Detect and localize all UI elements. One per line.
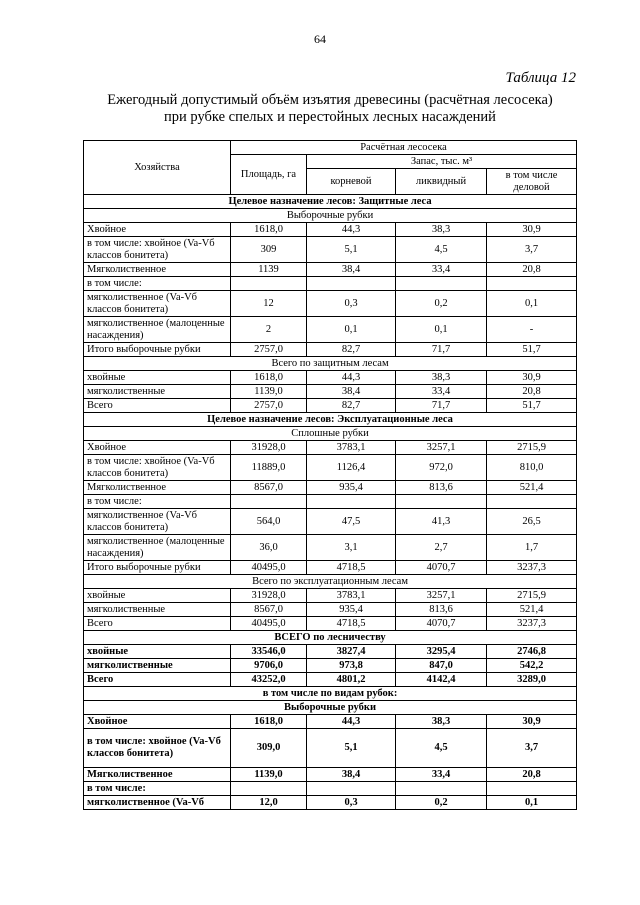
table-row bbox=[84, 441, 577, 455]
table-title-line-1: Ежегодный допустимый объём изъятия древесины (расчётная лесосека) bbox=[107, 92, 553, 108]
table-row bbox=[84, 796, 577, 810]
cell-name: Всего bbox=[84, 399, 231, 413]
cell-liquid: 38,3 bbox=[396, 715, 487, 729]
cell-business: 1,7 bbox=[487, 535, 577, 561]
cell-area: 31928,0 bbox=[231, 589, 307, 603]
cell-name: в том числе: bbox=[84, 495, 231, 509]
cell-liquid bbox=[396, 495, 487, 509]
table-row bbox=[84, 509, 577, 535]
cell-root: 5,1 bbox=[307, 729, 396, 768]
cell-liquid: 4070,7 bbox=[396, 617, 487, 631]
cell-name: мягколиственное (малоценные насаждения) bbox=[84, 317, 231, 343]
cell-name: хвойные bbox=[84, 645, 231, 659]
cell-root: 0,3 bbox=[307, 796, 396, 810]
cell-name: Хвойное bbox=[84, 223, 231, 237]
table-row bbox=[84, 223, 577, 237]
table-row bbox=[84, 659, 577, 673]
cell-area: 40495,0 bbox=[231, 561, 307, 575]
cell-name: мягколиственные bbox=[84, 603, 231, 617]
cell-liquid: 2,7 bbox=[396, 535, 487, 561]
table-row bbox=[84, 481, 577, 495]
cell-area: 31928,0 bbox=[231, 441, 307, 455]
cell-liquid: 3257,1 bbox=[396, 589, 487, 603]
cell-name: Всего bbox=[84, 673, 231, 687]
cell-area: 12,0 bbox=[231, 796, 307, 810]
page-number: 64 bbox=[314, 32, 326, 46]
cell-area: 309,0 bbox=[231, 729, 307, 768]
cell-name: хвойные bbox=[84, 371, 231, 385]
cell-liquid: 33,4 bbox=[396, 263, 487, 277]
table-row bbox=[84, 291, 577, 317]
cell-name: Хвойное bbox=[84, 715, 231, 729]
table-row bbox=[84, 237, 577, 263]
cell-area: 11889,0 bbox=[231, 455, 307, 481]
table-row bbox=[84, 782, 577, 796]
cell-liquid: 4,5 bbox=[396, 729, 487, 768]
subsection-heading-row bbox=[84, 209, 577, 223]
cell-liquid: 3257,1 bbox=[396, 441, 487, 455]
cell-area bbox=[231, 277, 307, 291]
header-business: в том числе деловой bbox=[487, 169, 577, 195]
cell-name: в том числе: хвойное (Va-Vб классов бонитета) bbox=[84, 237, 231, 263]
table-row bbox=[84, 768, 577, 782]
heading-cell: Всего по защитным лесам bbox=[84, 357, 577, 371]
cell-root: 5,1 bbox=[307, 237, 396, 263]
cell-business: 2715,9 bbox=[487, 589, 577, 603]
cell-area: 8567,0 bbox=[231, 481, 307, 495]
header-root: корневой bbox=[307, 169, 396, 195]
table-row bbox=[84, 715, 577, 729]
cell-business: 20,8 bbox=[487, 263, 577, 277]
cell-liquid bbox=[396, 782, 487, 796]
cell-name: в том числе: bbox=[84, 782, 231, 796]
cell-root: 4801,2 bbox=[307, 673, 396, 687]
heading-cell: Выборочные рубки bbox=[84, 209, 577, 223]
cell-root: 38,4 bbox=[307, 768, 396, 782]
header-stock: Запас, тыс. м³ bbox=[307, 155, 577, 169]
cell-business: 30,9 bbox=[487, 715, 577, 729]
section-heading-row bbox=[84, 413, 577, 427]
subsection-heading-row bbox=[84, 575, 577, 589]
cell-business: 51,7 bbox=[487, 399, 577, 413]
table-row bbox=[84, 495, 577, 509]
section-heading-row bbox=[84, 195, 577, 209]
cell-name: Всего bbox=[84, 617, 231, 631]
cell-business: 3289,0 bbox=[487, 673, 577, 687]
cell-liquid: 847,0 bbox=[396, 659, 487, 673]
table-row bbox=[84, 343, 577, 357]
cell-area: 309 bbox=[231, 237, 307, 263]
cell-liquid: 813,6 bbox=[396, 481, 487, 495]
cell-area bbox=[231, 495, 307, 509]
cell-liquid: 4142,4 bbox=[396, 673, 487, 687]
cell-business: 30,9 bbox=[487, 223, 577, 237]
cell-root: 935,4 bbox=[307, 603, 396, 617]
cell-area bbox=[231, 782, 307, 796]
cell-name: Мягколиственное bbox=[84, 768, 231, 782]
table-label: Таблица 12 bbox=[505, 70, 576, 86]
table-row bbox=[84, 729, 577, 768]
cell-area: 1618,0 bbox=[231, 371, 307, 385]
cell-liquid: 33,4 bbox=[396, 385, 487, 399]
cell-root: 1126,4 bbox=[307, 455, 396, 481]
cell-business: 26,5 bbox=[487, 509, 577, 535]
table-row bbox=[84, 589, 577, 603]
cell-name: в том числе: хвойное (Va-Vб классов бонитета) bbox=[84, 455, 231, 481]
table-row bbox=[84, 317, 577, 343]
table-row bbox=[84, 603, 577, 617]
cell-liquid: 0,1 bbox=[396, 317, 487, 343]
table-header bbox=[84, 141, 577, 195]
cell-root: 44,3 bbox=[307, 223, 396, 237]
cell-root: 3783,1 bbox=[307, 441, 396, 455]
cell-name: мягколиственное (Va-Vб классов бонитета) bbox=[84, 291, 231, 317]
heading-cell: Целевое назначение лесов: Защитные леса bbox=[84, 195, 577, 209]
cell-root: 82,7 bbox=[307, 343, 396, 357]
cell-liquid: 4,5 bbox=[396, 237, 487, 263]
cell-root bbox=[307, 782, 396, 796]
section-heading-row bbox=[84, 701, 577, 715]
cell-business: - bbox=[487, 317, 577, 343]
cell-business: 521,4 bbox=[487, 603, 577, 617]
header-area: Площадь, га bbox=[231, 155, 307, 195]
cell-name: мягколиственные bbox=[84, 385, 231, 399]
cell-root: 3827,4 bbox=[307, 645, 396, 659]
cell-root bbox=[307, 495, 396, 509]
cell-business: 51,7 bbox=[487, 343, 577, 357]
heading-cell: Сплошные рубки bbox=[84, 427, 577, 441]
harvest-table bbox=[83, 140, 577, 810]
cell-liquid: 38,3 bbox=[396, 371, 487, 385]
cell-area: 2757,0 bbox=[231, 399, 307, 413]
table-row bbox=[84, 645, 577, 659]
cell-liquid: 38,3 bbox=[396, 223, 487, 237]
cell-business: 542,2 bbox=[487, 659, 577, 673]
cell-name: Мягколиственное bbox=[84, 263, 231, 277]
cell-liquid: 0,2 bbox=[396, 291, 487, 317]
cell-root: 44,3 bbox=[307, 715, 396, 729]
section-heading-row bbox=[84, 687, 577, 701]
cell-root: 935,4 bbox=[307, 481, 396, 495]
header-liquid: ликвидный bbox=[396, 169, 487, 195]
heading-cell: Целевое назначение лесов: Эксплуатационные леса bbox=[84, 413, 577, 427]
cell-name: Хвойное bbox=[84, 441, 231, 455]
cell-business: 3,7 bbox=[487, 729, 577, 768]
cell-liquid bbox=[396, 277, 487, 291]
cell-root bbox=[307, 277, 396, 291]
section-heading-row bbox=[84, 631, 577, 645]
cell-liquid: 33,4 bbox=[396, 768, 487, 782]
cell-root: 0,1 bbox=[307, 317, 396, 343]
table-body bbox=[84, 195, 577, 810]
table-row bbox=[84, 385, 577, 399]
heading-cell: Всего по эксплуатационным лесам bbox=[84, 575, 577, 589]
cell-business: 0,1 bbox=[487, 796, 577, 810]
cell-root: 973,8 bbox=[307, 659, 396, 673]
cell-area: 1139 bbox=[231, 263, 307, 277]
cell-business bbox=[487, 277, 577, 291]
cell-name: Итого выборочные рубки bbox=[84, 343, 231, 357]
cell-name: в том числе: bbox=[84, 277, 231, 291]
cell-root: 47,5 bbox=[307, 509, 396, 535]
cell-business: 810,0 bbox=[487, 455, 577, 481]
table-row bbox=[84, 535, 577, 561]
cell-area: 1139,0 bbox=[231, 768, 307, 782]
cell-area: 33546,0 bbox=[231, 645, 307, 659]
cell-name: Итого выборочные рубки bbox=[84, 561, 231, 575]
cell-area: 43252,0 bbox=[231, 673, 307, 687]
header-calc: Расчётная лесосека bbox=[231, 141, 577, 155]
table-row bbox=[84, 673, 577, 687]
cell-business: 30,9 bbox=[487, 371, 577, 385]
cell-name: хвойные bbox=[84, 589, 231, 603]
cell-liquid: 972,0 bbox=[396, 455, 487, 481]
cell-root: 44,3 bbox=[307, 371, 396, 385]
table-row bbox=[84, 399, 577, 413]
cell-area: 1618,0 bbox=[231, 223, 307, 237]
cell-business: 521,4 bbox=[487, 481, 577, 495]
cell-liquid: 71,7 bbox=[396, 343, 487, 357]
cell-liquid: 3295,4 bbox=[396, 645, 487, 659]
cell-root: 4718,5 bbox=[307, 561, 396, 575]
cell-business: 2746,8 bbox=[487, 645, 577, 659]
cell-area: 1139,0 bbox=[231, 385, 307, 399]
cell-area: 9706,0 bbox=[231, 659, 307, 673]
header-farm: Хозяйства bbox=[84, 141, 231, 195]
cell-root: 3,1 bbox=[307, 535, 396, 561]
subsection-heading-row bbox=[84, 427, 577, 441]
cell-business: 3237,3 bbox=[487, 617, 577, 631]
cell-name: мягколиственное (Va-Vб классов бонитета) bbox=[84, 509, 231, 535]
cell-area: 40495,0 bbox=[231, 617, 307, 631]
table-title bbox=[60, 92, 600, 126]
table-row bbox=[84, 263, 577, 277]
cell-name: в том числе: хвойное (Va-Vб классов бонитета) bbox=[84, 729, 231, 768]
cell-name: мягколиственное (малоценные насаждения) bbox=[84, 535, 231, 561]
cell-area: 8567,0 bbox=[231, 603, 307, 617]
table-title-line-2: при рубке спелых и перестойных лесных насаждений bbox=[164, 109, 496, 125]
cell-area: 564,0 bbox=[231, 509, 307, 535]
cell-liquid: 813,6 bbox=[396, 603, 487, 617]
cell-name: мягколиственное (Va-Vб bbox=[84, 796, 231, 810]
cell-business: 20,8 bbox=[487, 385, 577, 399]
cell-liquid: 0,2 bbox=[396, 796, 487, 810]
cell-root: 38,4 bbox=[307, 385, 396, 399]
cell-business: 2715,9 bbox=[487, 441, 577, 455]
cell-liquid: 41,3 bbox=[396, 509, 487, 535]
cell-area: 36,0 bbox=[231, 535, 307, 561]
table-row bbox=[84, 561, 577, 575]
table-row bbox=[84, 277, 577, 291]
cell-root: 0,3 bbox=[307, 291, 396, 317]
cell-business bbox=[487, 495, 577, 509]
cell-root: 38,4 bbox=[307, 263, 396, 277]
heading-cell: в том числе по видам рубок: bbox=[84, 687, 577, 701]
cell-business: 3237,3 bbox=[487, 561, 577, 575]
cell-business: 20,8 bbox=[487, 768, 577, 782]
cell-business bbox=[487, 782, 577, 796]
cell-name: Мягколиственное bbox=[84, 481, 231, 495]
cell-area: 12 bbox=[231, 291, 307, 317]
heading-cell: Выборочные рубки bbox=[84, 701, 577, 715]
cell-area: 1618,0 bbox=[231, 715, 307, 729]
cell-root: 82,7 bbox=[307, 399, 396, 413]
table-row bbox=[84, 455, 577, 481]
cell-business: 0,1 bbox=[487, 291, 577, 317]
cell-liquid: 4070,7 bbox=[396, 561, 487, 575]
cell-business: 3,7 bbox=[487, 237, 577, 263]
cell-name: мягколиственные bbox=[84, 659, 231, 673]
cell-area: 2 bbox=[231, 317, 307, 343]
cell-liquid: 71,7 bbox=[396, 399, 487, 413]
heading-cell: ВСЕГО по лесничеству bbox=[84, 631, 577, 645]
table-row bbox=[84, 371, 577, 385]
table-row bbox=[84, 617, 577, 631]
cell-area: 2757,0 bbox=[231, 343, 307, 357]
cell-root: 4718,5 bbox=[307, 617, 396, 631]
subsection-heading-row bbox=[84, 357, 577, 371]
cell-root: 3783,1 bbox=[307, 589, 396, 603]
